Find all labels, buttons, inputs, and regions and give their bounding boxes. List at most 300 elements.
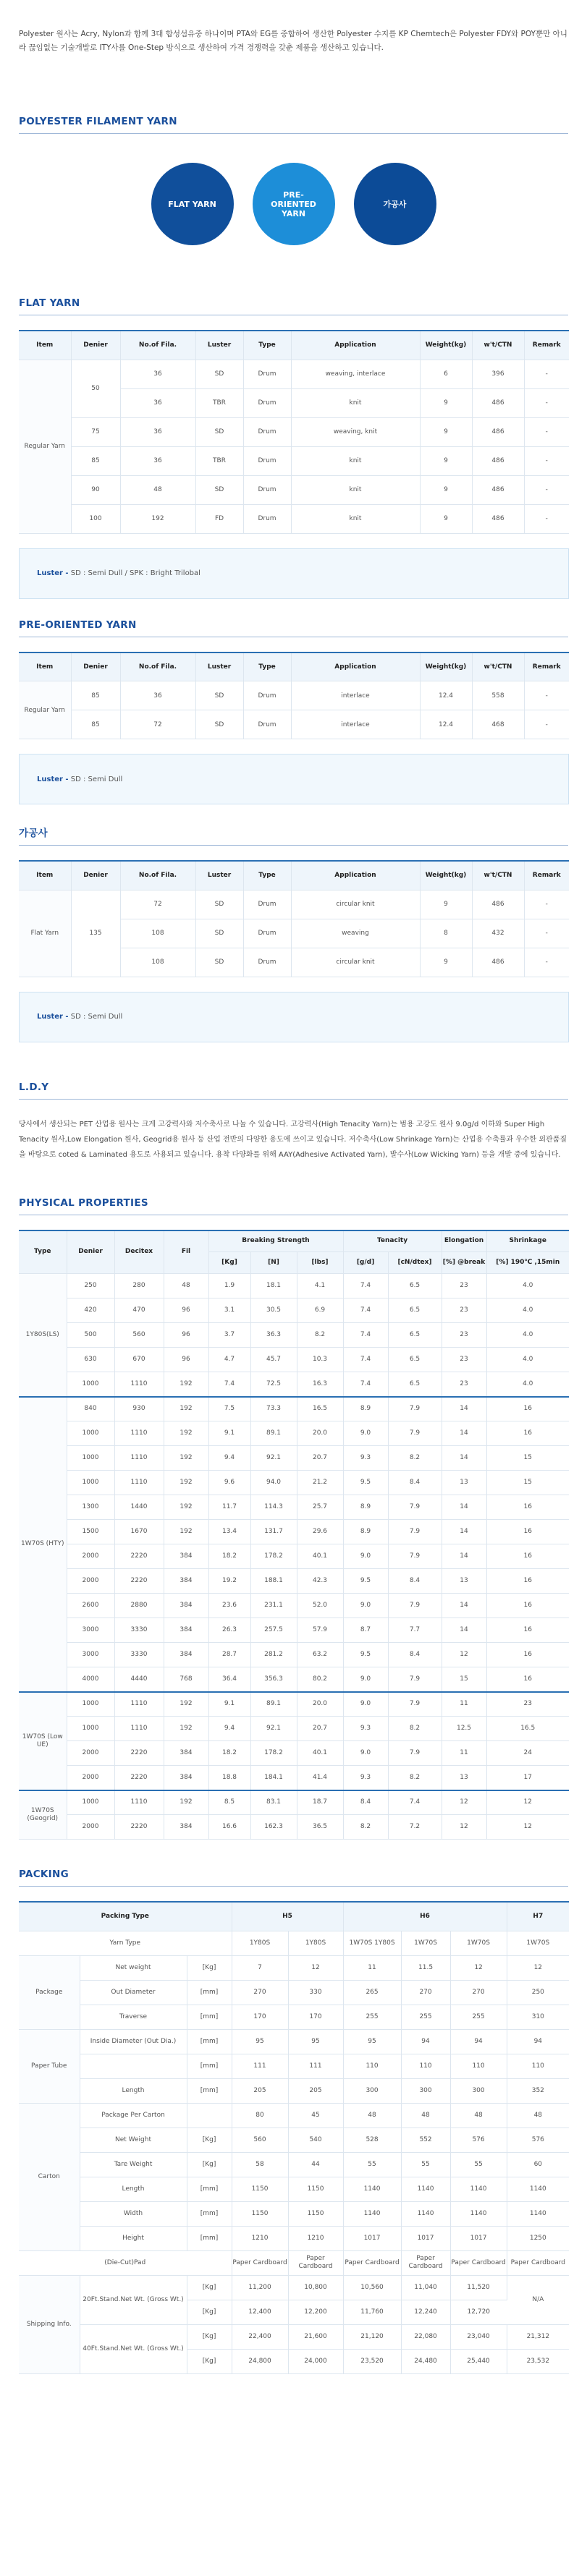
table-row <box>19 1667 569 1692</box>
cell: 4440 <box>114 1667 164 1692</box>
category-circles <box>19 163 568 245</box>
cell: 9.3 <box>343 1446 388 1471</box>
cell: - <box>524 360 569 388</box>
cell: 18.7 <box>297 1790 343 1815</box>
divider <box>19 845 568 846</box>
group-cell: Carton <box>19 2103 80 2250</box>
cell: 560 <box>114 1323 164 1348</box>
cell: circular knit <box>291 890 420 919</box>
cell: 85 <box>71 710 120 739</box>
cell: 540 <box>288 2127 343 2152</box>
unit-cell <box>187 2103 232 2127</box>
cell: 23 <box>442 1323 486 1348</box>
cell: 396 <box>472 360 524 388</box>
cell: 7.9 <box>388 1667 442 1692</box>
cell: 8.2 <box>388 1446 442 1471</box>
cell: - <box>524 890 569 919</box>
note-text: SD : Semi Dull <box>70 1013 123 1021</box>
note-text: SD : Semi Dull <box>70 775 123 783</box>
th-cn-dtex: [cN/dtex] <box>388 1252 442 1274</box>
th-wt-ctn: w't/CTN <box>472 652 524 681</box>
cell: 14 <box>442 1594 486 1618</box>
cell: 95 <box>343 2029 401 2054</box>
cell: 12 <box>442 1815 486 1840</box>
cell: 768 <box>164 1667 208 1692</box>
cell: 16.5 <box>486 1717 569 1741</box>
th-packing-type: Packing Type <box>19 1902 232 1931</box>
cell: 3.1 <box>208 1298 250 1323</box>
cell: 12 <box>486 1790 569 1815</box>
table-row <box>19 2152 569 2177</box>
cell: 486 <box>472 388 524 417</box>
cell: SD <box>195 360 243 388</box>
cell: 9.4 <box>208 1446 250 1471</box>
cell: 7.9 <box>388 1495 442 1520</box>
cell: Drum <box>243 681 291 710</box>
cell: 9.3 <box>343 1717 388 1741</box>
th-gd: [g/d] <box>343 1252 388 1274</box>
cell: 2000 <box>67 1569 114 1594</box>
th-item: Item <box>19 331 71 360</box>
cell: 330 <box>288 1980 343 2005</box>
cell: 36.4 <box>208 1667 250 1692</box>
cell: FD <box>195 504 243 533</box>
cell: 1500 <box>67 1520 114 1544</box>
table-row <box>19 1766 569 1790</box>
table-row <box>19 417 569 446</box>
cell: 72.5 <box>250 1372 297 1397</box>
th-elongation: Elongation <box>442 1230 486 1252</box>
th-h6: H6 <box>343 1902 507 1931</box>
cell: 9 <box>420 475 472 504</box>
unit-cell: [mm] <box>187 2078 232 2103</box>
cell: 1000 <box>67 1790 114 1815</box>
cell: 36 <box>120 388 195 417</box>
cell: 14 <box>442 1446 486 1471</box>
cell: 1110 <box>114 1790 164 1815</box>
table-row <box>19 2177 569 2201</box>
cell: 192 <box>164 1495 208 1520</box>
row-label: Net Weight <box>80 2127 187 2152</box>
cell: 1140 <box>343 2177 401 2201</box>
cell: 23,040 <box>450 2324 507 2349</box>
th-fila: No.of Fila. <box>120 861 195 890</box>
cell: 528 <box>343 2127 401 2152</box>
cell: 384 <box>164 1618 208 1643</box>
cell: 9.1 <box>208 1692 250 1717</box>
cell: 486 <box>472 948 524 977</box>
cell: 110 <box>450 2054 507 2078</box>
dty-circle[interactable]: 가공사 <box>354 163 436 245</box>
cell: Drum <box>243 360 291 388</box>
cell: 23 <box>442 1274 486 1298</box>
th-remark: Remark <box>524 652 569 681</box>
table-row <box>19 1931 569 1955</box>
cell: 1150 <box>232 2201 288 2226</box>
cell: 7.9 <box>388 1520 442 1544</box>
cell: SD <box>195 475 243 504</box>
cell: 192 <box>164 1372 208 1397</box>
cell: 95 <box>232 2029 288 2054</box>
cell: 192 <box>164 1421 208 1446</box>
cell: 1000 <box>67 1692 114 1717</box>
cell: 1000 <box>67 1446 114 1471</box>
ship-label: 40Ft.Stand.Net Wt. (Gross Wt.) <box>80 2324 187 2373</box>
cell: 16 <box>486 1643 569 1667</box>
cell: 280 <box>114 1274 164 1298</box>
table-row <box>19 2324 569 2349</box>
cell: 36.3 <box>250 1323 297 1348</box>
cell: 1W70S <box>450 1931 507 1955</box>
cell: 9.1 <box>208 1421 250 1446</box>
intro-text: Polyester 원사는 Acry, Nylon과 함께 3대 합성섬유중 하나이며 PTA와 EG를 중합하여 생산한 Polyester 수지를 KP Chemtech은 Polyester FDY와 POY뿐만 아니라 끊임없는 기술개발로 ITY사를 One-Step 방식으로 생산하여 가격 경쟁력을 갖춘 제품을 생산하고 있습니다. <box>19 30 567 52</box>
th-type: Type <box>243 331 291 360</box>
cell: 48 <box>401 2103 450 2127</box>
cell: 7.9 <box>388 1594 442 1618</box>
cell: - <box>524 475 569 504</box>
cell: 300 <box>401 2078 450 2103</box>
cell: 384 <box>164 1741 208 1766</box>
cell: 1110 <box>114 1421 164 1446</box>
cell: Drum <box>243 948 291 977</box>
cell: 25,440 <box>450 2349 507 2373</box>
cell: 7 <box>232 1955 288 1980</box>
cell: 9 <box>420 948 472 977</box>
cell: 1140 <box>507 2177 569 2201</box>
th-denier: Denier <box>67 1230 114 1274</box>
cell: 23 <box>486 1692 569 1717</box>
table-row <box>19 2103 569 2127</box>
cell: 192 <box>120 504 195 533</box>
poy-circle[interactable]: PRE- ORIENTED YARN <box>253 163 335 245</box>
dty-luster-note <box>19 992 569 1042</box>
cell: 1140 <box>343 2201 401 2226</box>
cell: 12,720 <box>450 2300 507 2324</box>
cell: 1110 <box>114 1372 164 1397</box>
flat-yarn-table <box>19 330 569 534</box>
table-row <box>19 1348 569 1372</box>
cell: 80 <box>232 2103 288 2127</box>
cell: 7.9 <box>388 1692 442 1717</box>
cell: 384 <box>164 1544 208 1569</box>
flat-luster-note <box>19 548 569 599</box>
cell: 36.5 <box>297 1815 343 1840</box>
packing-table <box>19 1901 569 2374</box>
row-label: Tare Weight <box>80 2152 187 2177</box>
page <box>0 27 587 2389</box>
table-row <box>19 1717 569 1741</box>
cell: 13 <box>442 1766 486 1790</box>
cell: 96 <box>164 1348 208 1372</box>
pad-label: (Die-Cut)Pad <box>19 2250 232 2275</box>
cell: 670 <box>114 1348 164 1372</box>
poy-title: PRE-ORIENTED YARN <box>19 619 137 631</box>
cell: 16 <box>486 1421 569 1446</box>
cell: 270 <box>450 1980 507 2005</box>
th-tenacity: Tenacity <box>343 1230 442 1252</box>
cell: weaving <box>291 919 420 948</box>
cell: 2220 <box>114 1766 164 1790</box>
cell: 21,120 <box>343 2324 401 2349</box>
cell: SD <box>195 890 243 919</box>
cell: 560 <box>232 2127 288 2152</box>
cell: 205 <box>232 2078 288 2103</box>
cell: 9.5 <box>343 1643 388 1667</box>
table-row <box>19 1544 569 1569</box>
cell: 432 <box>472 919 524 948</box>
cell: 24,480 <box>401 2349 450 2373</box>
cell: 2220 <box>114 1569 164 1594</box>
th-wt-ctn: w't/CTN <box>472 331 524 360</box>
cell: 7.9 <box>388 1397 442 1421</box>
cell: 57.9 <box>297 1618 343 1643</box>
cell: 178.2 <box>250 1741 297 1766</box>
filament-title: POLYESTER FILAMENT YARN <box>19 116 177 127</box>
table-row <box>19 1643 569 1667</box>
th-remark: Remark <box>524 861 569 890</box>
cell: weaving, knit <box>291 417 420 446</box>
note-label: Luster - <box>37 569 69 577</box>
cell: 92.1 <box>250 1446 297 1471</box>
cell: 55 <box>401 2152 450 2177</box>
cell: 16 <box>486 1594 569 1618</box>
cell: 184.1 <box>250 1766 297 1790</box>
cell: 486 <box>472 417 524 446</box>
cell: SD <box>195 681 243 710</box>
cell: 12 <box>507 1955 569 1980</box>
cell: 7.4 <box>208 1372 250 1397</box>
cell: 89.1 <box>250 1421 297 1446</box>
cell: 26.3 <box>208 1618 250 1643</box>
cell: 94 <box>401 2029 450 2054</box>
cell: 11.7 <box>208 1495 250 1520</box>
table-row <box>19 446 569 475</box>
cell: 40.1 <box>297 1544 343 1569</box>
cell: Paper Cardboard <box>401 2250 450 2275</box>
cell: Drum <box>243 475 291 504</box>
cell: 1300 <box>67 1495 114 1520</box>
cell: 12,200 <box>288 2300 343 2324</box>
table-row <box>19 1980 569 2005</box>
cell: Paper Cardboard <box>343 2250 401 2275</box>
cell: 300 <box>450 2078 507 2103</box>
table-row <box>19 1323 569 1348</box>
cell: 281.2 <box>250 1643 297 1667</box>
cell: 11 <box>442 1741 486 1766</box>
cell: 1110 <box>114 1717 164 1741</box>
cell: 89.1 <box>250 1692 297 1717</box>
cell: 1W70S <box>401 1931 450 1955</box>
cell: 20.7 <box>297 1717 343 1741</box>
cell: Drum <box>243 919 291 948</box>
cell: 15 <box>486 1446 569 1471</box>
th-item: Item <box>19 861 71 890</box>
table-row <box>19 1594 569 1618</box>
th-kg: [Kg] <box>208 1252 250 1274</box>
th-luster: Luster <box>195 861 243 890</box>
cell: knit <box>291 475 420 504</box>
cell: 111 <box>288 2054 343 2078</box>
cell: 108 <box>120 948 195 977</box>
th-remark: Remark <box>524 331 569 360</box>
cell: 111 <box>232 2054 288 2078</box>
cell: 23 <box>442 1372 486 1397</box>
cell: 7.7 <box>388 1618 442 1643</box>
cell: 8.5 <box>208 1790 250 1815</box>
table-row <box>19 360 569 388</box>
row-label: Out Diameter <box>80 1980 187 2005</box>
item-cell: Regular Yarn <box>19 681 71 739</box>
cell: 16.6 <box>208 1815 250 1840</box>
cell: 384 <box>164 1569 208 1594</box>
cell: interlace <box>291 710 420 739</box>
row-label: Height <box>80 2226 187 2250</box>
th-breaking-strength: Breaking Strength <box>208 1230 343 1252</box>
cell: 4.1 <box>297 1274 343 1298</box>
table-row <box>19 2029 569 2054</box>
cell: 10,560 <box>343 2275 401 2300</box>
divider <box>19 133 568 134</box>
cell: 1210 <box>288 2226 343 2250</box>
cell: 8 <box>420 919 472 948</box>
cell: 23 <box>442 1348 486 1372</box>
cell: 16 <box>486 1618 569 1643</box>
cell: 9.6 <box>208 1471 250 1495</box>
cell: - <box>524 504 569 533</box>
dty-title: 가공사 <box>19 828 48 839</box>
cell: 20.0 <box>297 1692 343 1717</box>
cell: 9.0 <box>343 1421 388 1446</box>
th-weight: Weight(kg) <box>420 861 472 890</box>
cell: 576 <box>507 2127 569 2152</box>
cell: 1000 <box>67 1471 114 1495</box>
cell: 192 <box>164 1692 208 1717</box>
th-h7: H7 <box>507 1902 569 1931</box>
cell: 21.2 <box>297 1471 343 1495</box>
cell: 22,400 <box>232 2324 288 2349</box>
cell: 9.4 <box>208 1717 250 1741</box>
cell: 23,532 <box>507 2349 569 2373</box>
cell: 100 <box>71 504 120 533</box>
cell: 20.0 <box>297 1421 343 1446</box>
cell: 1150 <box>288 2201 343 2226</box>
cell: 1110 <box>114 1446 164 1471</box>
cell: 2000 <box>67 1815 114 1840</box>
cell: 1140 <box>401 2177 450 2201</box>
table-row <box>19 1741 569 1766</box>
cell: 11.5 <box>401 1955 450 1980</box>
cell: 192 <box>164 1397 208 1421</box>
cell: SD <box>195 948 243 977</box>
cell: 188.1 <box>250 1569 297 1594</box>
row-label: Net weight <box>80 1955 187 1980</box>
cell: 1140 <box>401 2201 450 2226</box>
cell: 83.1 <box>250 1790 297 1815</box>
cell: 255 <box>401 2005 450 2029</box>
item-cell: Regular Yarn <box>19 360 71 533</box>
table-row <box>19 1692 569 1717</box>
cell: 2000 <box>67 1544 114 1569</box>
poy-luster-note <box>19 754 569 804</box>
unit-cell: [Kg] <box>187 2127 232 2152</box>
th-elong-pct: [%] @break <box>442 1252 486 1274</box>
cell: 58 <box>232 2152 288 2177</box>
cell: 55 <box>450 2152 507 2177</box>
th-wt-ctn: w't/CTN <box>472 861 524 890</box>
cell: 95 <box>288 2029 343 2054</box>
cell: 9.0 <box>343 1594 388 1618</box>
cell: 44 <box>288 2152 343 2177</box>
cell: 45.7 <box>250 1348 297 1372</box>
cell: 255 <box>343 2005 401 2029</box>
cell: 352 <box>507 2078 569 2103</box>
unit-cell: [mm] <box>187 1980 232 2005</box>
cell: 48 <box>164 1274 208 1298</box>
table-row <box>19 1495 569 1520</box>
cell: 12.4 <box>420 681 472 710</box>
th-lbs: [lbs] <box>297 1252 343 1274</box>
group-cell: Paper Tube <box>19 2029 80 2103</box>
cell: 1250 <box>507 2226 569 2250</box>
cell: 500 <box>67 1323 114 1348</box>
unit-cell: [Kg] <box>187 1955 232 1980</box>
cell: 16.3 <box>297 1372 343 1397</box>
cell: 21,600 <box>288 2324 343 2349</box>
cell: 14 <box>442 1397 486 1421</box>
cell: 192 <box>164 1717 208 1741</box>
cell: 558 <box>472 681 524 710</box>
cell: SD <box>195 417 243 446</box>
cell: 13.4 <box>208 1520 250 1544</box>
table-row <box>19 2275 569 2300</box>
unit-cell: [mm] <box>187 2029 232 2054</box>
cell: 6.5 <box>388 1348 442 1372</box>
cell: 255 <box>450 2005 507 2029</box>
th-fil: Fil <box>164 1230 208 1274</box>
unit-cell: [mm] <box>187 2226 232 2250</box>
flat-yarn-title: FLAT YARN <box>19 297 80 309</box>
cell: 2220 <box>114 1741 164 1766</box>
cell: 1W70S 1Y80S <box>343 1931 401 1955</box>
cell: 25.7 <box>297 1495 343 1520</box>
row-label: Length <box>80 2177 187 2201</box>
cell: 48 <box>450 2103 507 2127</box>
cell: 9.0 <box>343 1741 388 1766</box>
cell: 108 <box>120 919 195 948</box>
cell: 2220 <box>114 1815 164 1840</box>
cell: 11,040 <box>401 2275 450 2300</box>
table-row <box>19 710 569 739</box>
flat-yarn-circle[interactable]: FLAT YARN <box>151 163 234 245</box>
cell: 10,800 <box>288 2275 343 2300</box>
cell: 170 <box>288 2005 343 2029</box>
cell: 384 <box>164 1643 208 1667</box>
cell: 6.5 <box>388 1298 442 1323</box>
cell: 30.5 <box>250 1298 297 1323</box>
cell: 60 <box>507 2152 569 2177</box>
cell: 178.2 <box>250 1544 297 1569</box>
row-label <box>80 2054 187 2078</box>
cell: 12,240 <box>401 2300 450 2324</box>
cell: 14 <box>442 1495 486 1520</box>
cell: interlace <box>291 681 420 710</box>
cell: Drum <box>243 388 291 417</box>
th-decitex: Decitex <box>114 1230 164 1274</box>
cell: 36 <box>120 681 195 710</box>
cell: 14 <box>442 1520 486 1544</box>
cell: [Kg] <box>187 2300 232 2324</box>
table-row <box>19 2078 569 2103</box>
